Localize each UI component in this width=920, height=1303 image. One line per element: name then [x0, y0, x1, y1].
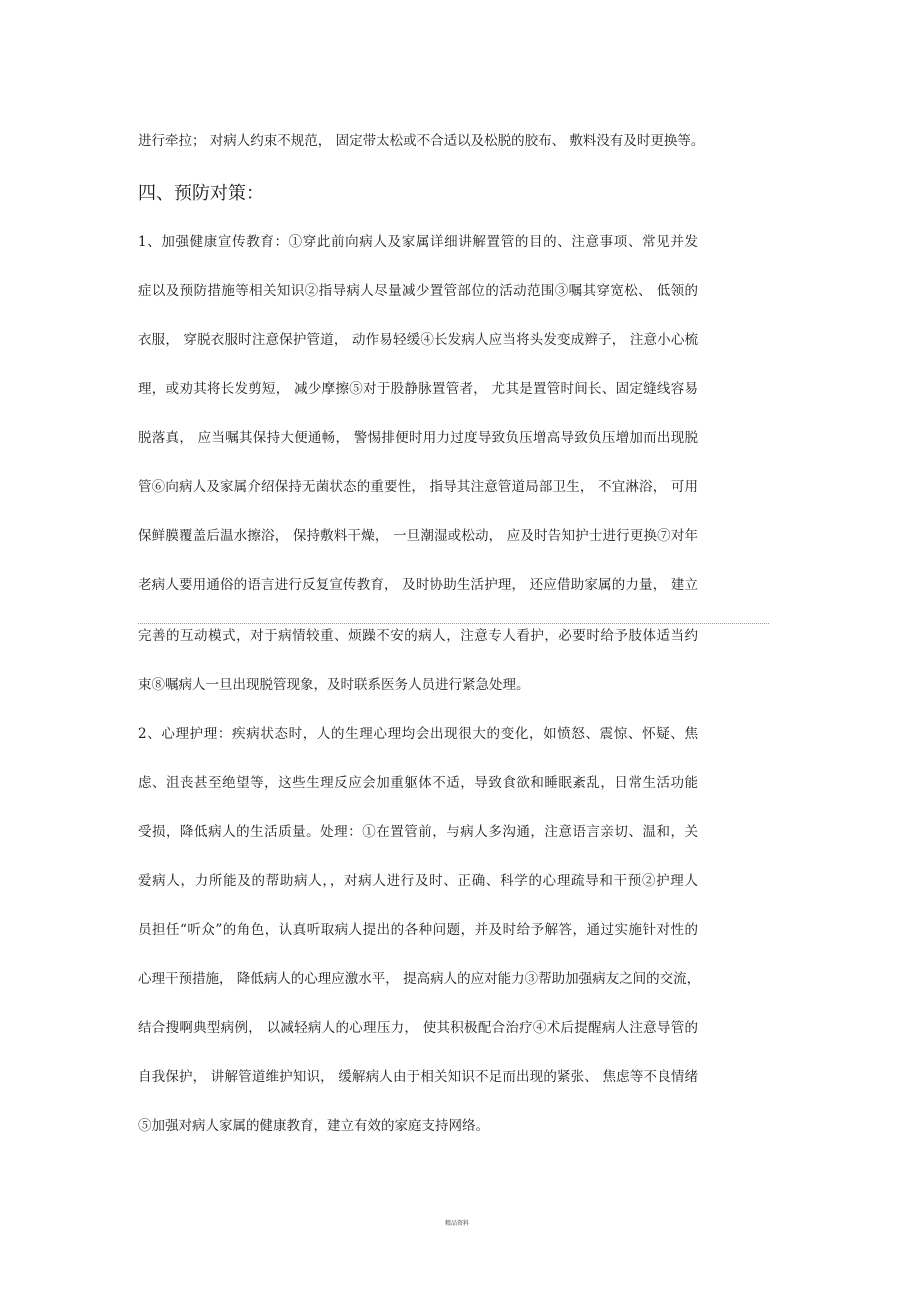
page-divider: [138, 623, 769, 624]
item1-line: 脱落真， 应当嘱其保持大便通畅， 警惕排便时用力过度导致负压增高导致负压增加而出现脱: [138, 430, 698, 446]
item1-line: 症以及预防措施等相关知识②指导病人尽量减少置管部位的活动范围③嘱其穿宽松、 低领的: [138, 283, 698, 299]
item1-line: 保鲜膜覆盖后温水擦浴， 保持敷料干燥， 一旦潮湿或松动， 应及时告知护士进行更换⑦对年: [138, 528, 698, 544]
item2-line: 结合搜啊典型病例， 以减轻病人的心理压力， 使其积极配合治疗④术后提醒病人注意导管的: [138, 1020, 698, 1036]
item1-line: 完善的互动模式，对于病情较重、烦躁不安的病人，注意专人看护，必要时给予肢体适当约: [138, 628, 698, 644]
item1-line: 管⑥向病人及家属介绍保持无菌状态的重要性， 指导其注意管道局部卫生， 不宜淋浴， 可用: [138, 479, 698, 495]
item1-line: 1、加强健康宣传教育：①穿此前向病人及家属详细讲解置管的目的、注意事项、常见并发: [138, 234, 698, 250]
item2-line: 虑、沮丧甚至绝望等，这些生理反应会加重躯体不适，导致食欲和睡眠紊乱，日常生活功能: [138, 775, 698, 791]
item2-line: ⑤加强对病人家属的健康教育，建立有效的家庭支持网络。: [138, 1118, 489, 1134]
item1-line: 束⑧嘱病人一旦出现脱管现象，及时联系医务人员进行紧急处理。: [138, 677, 530, 693]
section-heading: 四、预防对策：: [138, 183, 264, 204]
item2-line: 爱病人，力所能及的帮助病人，，对病人进行及时、正确、科学的心理疏导和干预②护理人: [138, 873, 698, 889]
item1-line: 衣服， 穿脱衣服时注意保护管道， 动作易轻缓④长发病人应当将头发变成辫子， 注意小心梳: [138, 332, 698, 348]
paragraph-continuation: 进行牵拉； 对病人约束不规范， 固定带太松或不合适以及松脱的胶布、 敷料没有及时更换等。: [138, 133, 705, 149]
item2-line: 受损，降低病人的生活质量。处理：①在置管前，与病人多沟通，注意语言亲切、温和，关: [138, 824, 698, 840]
page-footer: 精品资料: [445, 1220, 470, 1227]
item2-line: 心理干预措施， 降低病人的心理应激水平， 提高病人的应对能力③帮助加强病友之间的交流，: [138, 971, 701, 987]
item1-line: 理，或劝其将长发剪短， 减少摩擦⑤对于股静脉置管者， 尤其是置管时间长、固定缝线容易: [138, 381, 698, 397]
item2-line: 2、心理护理：疾病状态时，人的生理心理均会出现很大的变化，如愤怒、震惊、怀疑、焦: [138, 726, 698, 742]
item2-line: 员担任“听众”的角色，认真听取病人提出的各种问题，并及时给予解答，通过实施针对性的: [138, 922, 698, 938]
item1-line: 老病人要用通俗的语言进行反复宣传教育， 及时协助生活护理， 还应借助家属的力量， 建立: [138, 577, 698, 593]
item2-line: 自我保护， 讲解管道维护知识， 缓解病人由于相关知识不足而出现的紧张、 焦虑等不良情绪: [138, 1069, 698, 1085]
